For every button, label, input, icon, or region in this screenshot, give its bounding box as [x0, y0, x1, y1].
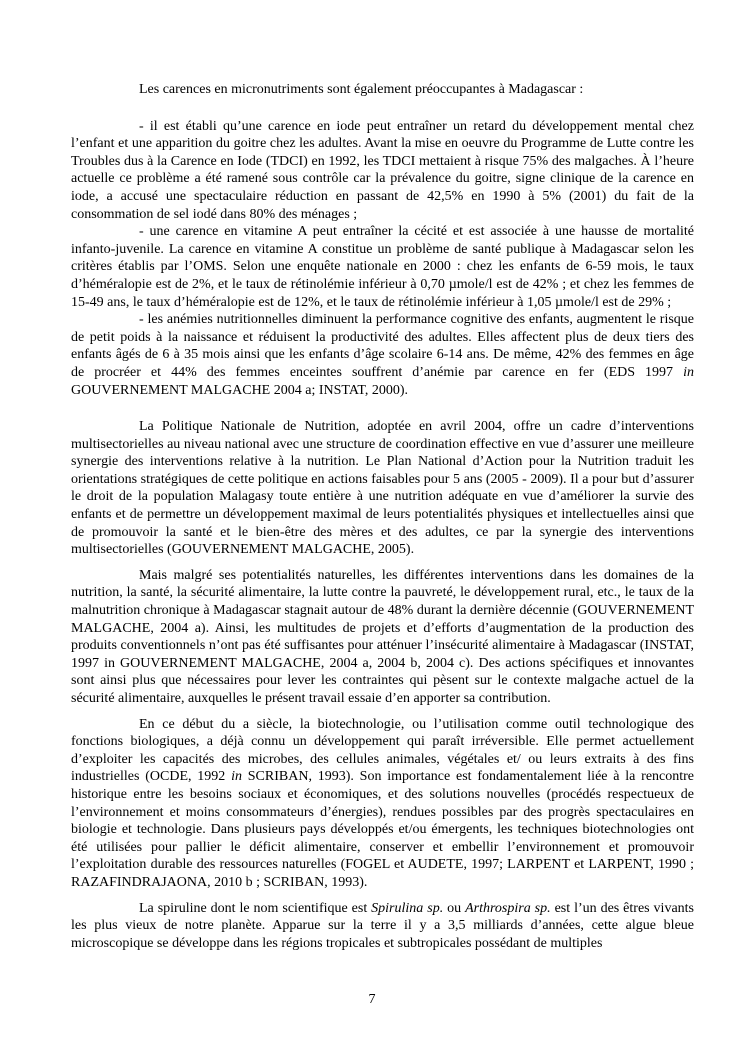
page-number: 7	[368, 992, 376, 1007]
bullet-anemia-text: - les anémies nutritionnelles diminuent la performance cognitive des enfants, augmentent le risque de petit poids à la naissance et réduisent la productivité des adultes. Elles affectent plus de deux tiers des enfants âgés de 6 à 35 mois ainsi que les enfants d’âge scolaire 6-14 ans. De même, 42% des femmes en âge de procréer et 44% des femmes enceintes souffrent d’anémie par carence en fer (EDS 1997	[71, 312, 694, 380]
intro-paragraph: Les carences en micronutriments sont également préoccupantes à Madagascar :	[139, 82, 584, 97]
biotech-text-b: SCRIBAN, 1993). Son importance est fondamentalement liée à la rencontre historique entre les besoins sociaux et économiques, et des solutions nouvelles (procédés respectueux de l’environnement et moins consommateurs d’énergies), rendues possibles par des progrès spectaculaires en biologie et technologie. Dans plusieurs pays développés et/ou émergents, les techniques biotechnologies ont été utilisées pour pallier le déficit alimentaire, conserver et embellir l’environnement et promouvoir l’exploitation durable des ressources naturelles (FOGEL et AUDETE, 1997; LARPENT et LARPENT, 1990 ; RAZAFINDRAJAONA, 2010 b ; SCRIBAN, 1993).	[71, 769, 695, 890]
paragraph-spiruline	[71, 900, 694, 953]
body-text	[71, 81, 694, 952]
bullet-anemia-citation: GOUVERNEMENT MALGACHE 2004 a; INSTAT, 2000).	[71, 382, 409, 398]
spiru-text-a: La spiruline dont le nom scientifique est	[139, 900, 368, 916]
spiru-text-b: est l’un des êtres vivants les plus vieux de notre planète. Apparue sur la terre il y a 3,5 milliards d’années, cette algue bleue microscopique se développe dans les régions tropicales et subtropicales possédant de multiples	[71, 900, 694, 951]
scientific-name-spirulina: Spirulina sp.	[371, 900, 444, 916]
biotech-text-a: En ce début du a siècle, la biotechnologie, ou l’utilisation comme outil technologique des fonctions biologiques, a déjà connu un développement qui paraît irréversible. Elle permet actuellement d’exploiter les capacités des microbes, des cellules animales, végétales et/ ou leurs extraits à des fins industrielles (OCDE, 1992	[71, 716, 694, 785]
paragraph-biotechnologie	[71, 716, 694, 892]
bullet-anemia	[71, 311, 694, 399]
bullet-iodine: - il est établi qu’une carence en iode peut entraîner un retard du développement mental chez l’enfant et une apparition du goitre chez les adultes. Avant la mise en oeuvre du Programme de Lutte contre les Troubles dus à la Carence en Iode (TDCI) en 1992, les TDCI mettaient à risque 75% des malgaches. À l’heure actuelle ce problème a été ramené sous contrôle car la prévalence du goitre, signe clinique de la carence en iode, a accusé une spectaculaire réduction en passant de 42,5% en 1990 à 5% (2001) du fait de la consommation de sel iodé dans 80% des ménages ;	[71, 118, 694, 222]
paragraph-politique-nutrition: La Politique Nationale de Nutrition, adoptée en avril 2004, offre un cadre d’interventions multisectorielles au niveau national avec une structure de coordination effective en vue d’assurer une meilleure synergie des interventions relative à la nutrition. Le Plan National d’Action pour la Nutrition traduit les orientations stratégiques de cette politique en actions faisables pour 5 ans (2005 - 2009). Il a pour but d’assurer le droit de la population Malagasy toute entière à une nutrition adéquate en vue d’améliorer la survie des enfants et de permettre un développement maximal de leurs potentialités physiques et intellectuelles ainsi que de promouvoir la santé et le bien-être des mères et des adultes, ce par la synergie des interventions multisectorielles (GOUVERNEMENT MALGACHE, 2005).	[71, 419, 694, 558]
citation-in: in	[683, 364, 694, 380]
spiru-ou: ou	[447, 900, 462, 916]
biotech-in: in	[231, 769, 242, 785]
paragraph-malgre: Mais malgré ses potentialités naturelles, les différentes interventions dans les domaines de la nutrition, la santé, la sécurité alimentaire, la lutte contre la pauvreté, le développement rural, etc., le taux de la malnutrition chronique à Madagascar stagnait autour de 48% durant la dernière décennie (GOUVERNEMENT MALGACHE, 2004 a). Ainsi, les multitudes de projets et d’efforts d’augmentation de la production des produits conventionnels n’ont pas été suffisantes pour atténuer l’insécurité alimentaire à Madagascar (INSTAT, 1997 in GOUVERNEMENT MALGACHE, 2004 a, 2004 b, 2004 c). Des actions spécifiques et innovantes sont ainsi plus que nécessaires pour lever les contraintes qui pèsent sur le contexte malgache actuel de la sécurité alimentaire, auxquelles le présent travail essaie d’en apporter sa contribution.	[71, 567, 694, 706]
scientific-name-arthrospira: Arthrospira sp.	[465, 900, 551, 916]
bullet-vitamin-a: - une carence en vitamine A peut entraîner la cécité et est associée à une hausse de mortalité infanto-juvenile. La carence en vitamine A constitue un problème de santé publique à Madagascar selon les critères établis par l’OMS. Selon une enquête nationale en 2000 : chez les enfants de 6-59 mois, le taux d’héméralopie est de 2%, et le taux de rétinolémie inférieur à 0,70 µmole/l est de 42% ; et chez les femmes de 15-49 ans, le taux d’héméralopie est de 12%, et le taux de rétinolémie inférieur à 1,05 µmole/l est de 29% ;	[71, 224, 694, 310]
